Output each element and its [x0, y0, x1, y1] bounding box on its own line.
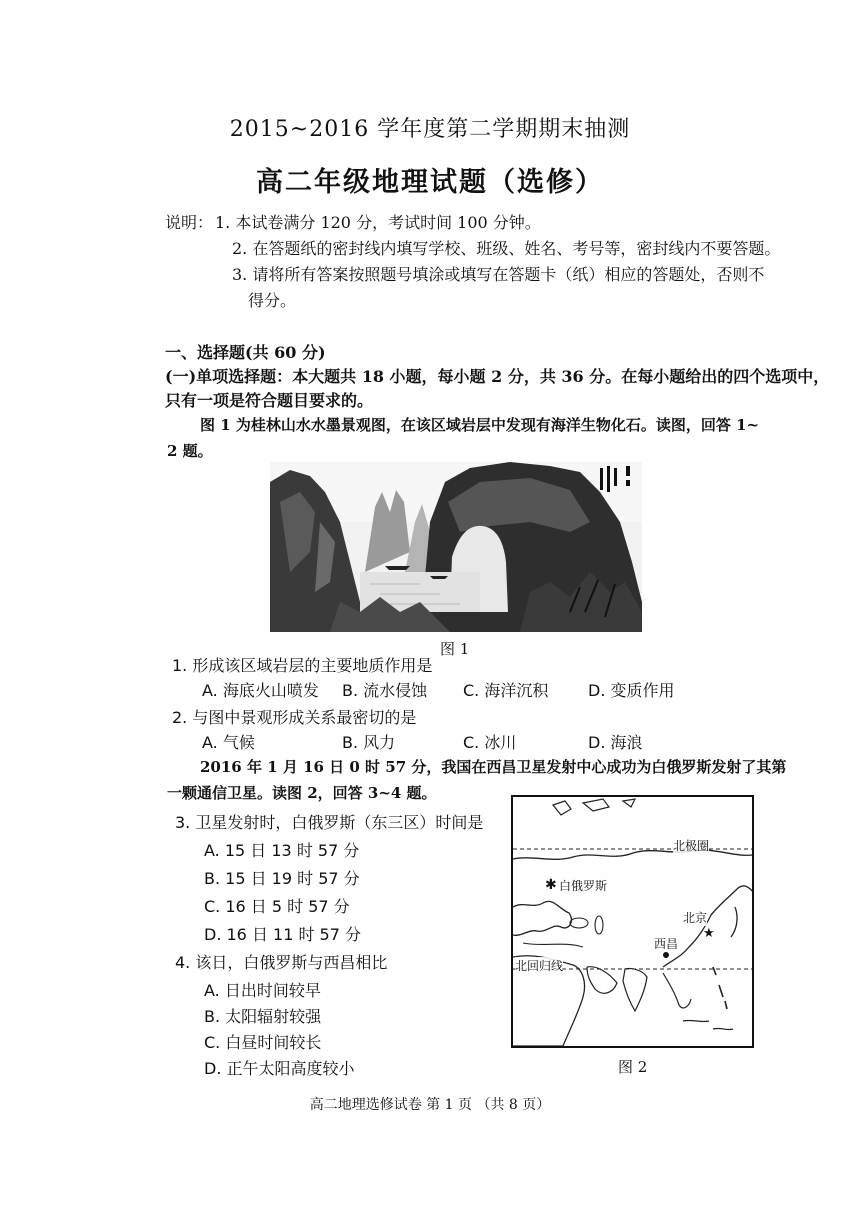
section-subheading-2: 只有一项是符合题目要求的。 [165, 391, 374, 410]
question-3-stem: 3. 卫星发射时，白俄罗斯（东三区）时间是 [175, 813, 484, 832]
q4-option-c[interactable]: C. 白昼时间较长 [204, 1033, 322, 1052]
map-label-belarus: 白俄罗斯 [559, 879, 608, 893]
question-1-stem: 1. 形成该区域岩层的主要地质作用是 [172, 656, 433, 675]
q1-option-c[interactable]: C. 海洋沉积 [463, 681, 549, 700]
q3-option-a[interactable]: A. 15 日 13 时 57 分 [204, 841, 360, 860]
q2-option-c[interactable]: C. 冰川 [463, 733, 517, 752]
q3-option-d[interactable]: D. 16 日 11 时 57 分 [204, 925, 362, 944]
figure1-caption: 图 1 [440, 640, 470, 658]
figure1-landscape-painting [270, 462, 642, 632]
instruction-3-cont: 得分。 [248, 291, 297, 310]
exam-subtitle: 高二年级地理试题（选修） [256, 167, 604, 198]
map-label-xichang: 西昌 [654, 937, 679, 951]
q2-option-d[interactable]: D. 海浪 [588, 733, 643, 752]
q4-option-d[interactable]: D. 正午太阳高度较小 [204, 1059, 355, 1078]
q2-option-b[interactable]: B. 风力 [342, 733, 396, 752]
q4-option-a[interactable]: A. 日出时间较早 [204, 981, 321, 1000]
map-label-tropic-of-cancer: 北回归线 [515, 959, 564, 973]
figure2-intro-2: 一颗通信卫星。读图 2，回答 3~4 题。 [167, 784, 437, 802]
q1-option-d[interactable]: D. 变质作用 [588, 681, 675, 700]
q3-option-b[interactable]: B. 15 日 19 时 57 分 [204, 869, 360, 888]
page-footer: 高二地理选修试卷 第 1 页 （共 8 页） [309, 1097, 551, 1113]
instruction-3: 3. 请将所有答案按照题号填涂或填写在答题卡（纸）相应的答题处，否则不 [232, 265, 765, 284]
exam-title: 2015~2016 学年度第二学期期末抽测 [229, 117, 631, 142]
q3-option-c[interactable]: C. 16 日 5 时 57 分 [204, 897, 350, 916]
q2-option-a[interactable]: A. 气候 [202, 733, 255, 752]
map-label-arctic-circle: 北极圈 [673, 839, 710, 853]
instruction-1: 1. 本试卷满分 120 分，考试时间 100 分钟。 [215, 213, 541, 232]
figure2-map [511, 795, 754, 1048]
q1-option-a[interactable]: A. 海底火山喷发 [202, 681, 319, 700]
section-heading: 一、选择题(共 60 分) [165, 343, 326, 362]
q1-option-b[interactable]: B. 流水侵蚀 [342, 681, 428, 700]
map-label-beijing: 北京 [683, 911, 708, 925]
question-2-stem: 2. 与图中景观形成关系最密切的是 [172, 708, 417, 727]
svg-text:✱: ✱ [545, 877, 557, 893]
question-4-stem: 4. 该日，白俄罗斯与西昌相比 [175, 953, 388, 972]
q4-option-b[interactable]: B. 太阳辐射较强 [204, 1007, 322, 1026]
instructions-prefix: 说明： [165, 213, 214, 232]
figure2-caption: 图 2 [618, 1058, 648, 1076]
figure1-intro-2: 2 题。 [167, 442, 213, 460]
section-subheading-1: (一)单项选择题：本大题共 18 小题，每小题 2 分，共 36 分。在每小题给出的四个选项中， [165, 367, 830, 386]
figure2-intro-1: 2016 年 1 月 16 日 0 时 57 分，我国在西昌卫星发射中心成功为白俄罗斯发射了其第 [200, 758, 787, 776]
instruction-2: 2. 在答题纸的密封线内填写学校、班级、姓名、考号等，密封线内不要答题。 [232, 239, 781, 258]
svg-text:★: ★ [703, 926, 715, 941]
figure1-intro-1: 图 1 为桂林山水水墨景观图，在该区域岩层中发现有海洋生物化石。读图，回答 1~ [200, 416, 760, 434]
